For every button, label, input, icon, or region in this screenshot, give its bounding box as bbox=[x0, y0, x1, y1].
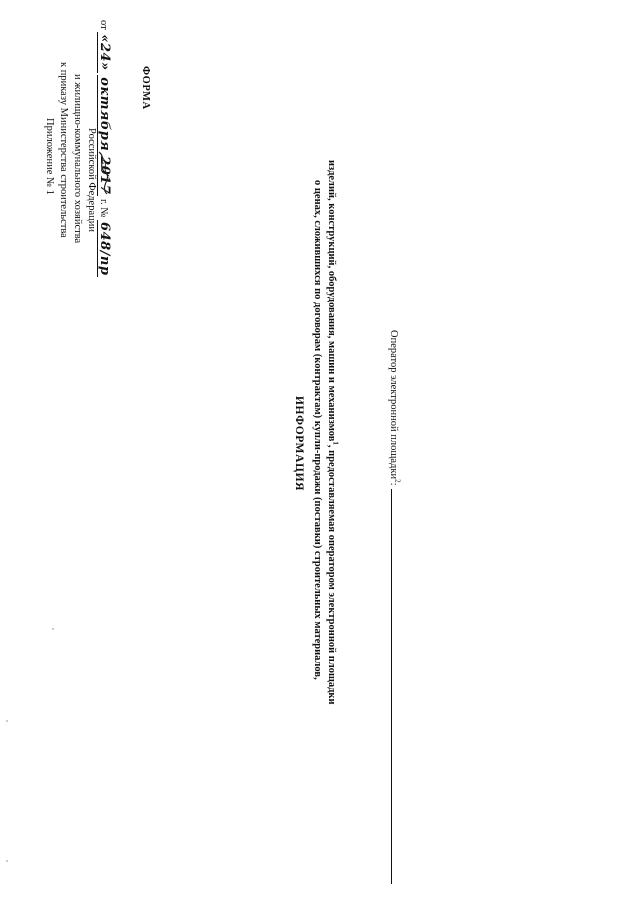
operator-line bbox=[388, 330, 402, 884]
form-label-line bbox=[140, 66, 151, 110]
date-prefix: от bbox=[98, 20, 109, 30]
operator-colon: : bbox=[388, 482, 399, 486]
date-month-year: октября 2017 bbox=[97, 77, 112, 195]
appendix-line-1 bbox=[44, 118, 55, 195]
appendix-housing: и жилищно-коммунального хозяйства bbox=[72, 74, 83, 244]
title-line bbox=[293, 396, 305, 491]
appendix-order-ministry: к приказу Министерства строительства bbox=[58, 62, 69, 238]
appendix-title: Приложение № 1 bbox=[44, 118, 55, 195]
footnote-marker-2: 2 bbox=[393, 479, 402, 483]
scan-speck bbox=[6, 860, 8, 862]
subtitle-line-1 bbox=[312, 180, 323, 680]
subtitle-text-2a: изделий, конструкций, оборудования, машин и механизмов bbox=[326, 160, 337, 442]
scan-speck bbox=[6, 720, 8, 722]
appendix-line-3 bbox=[72, 74, 83, 243]
subtitle-line-2 bbox=[326, 160, 340, 705]
appendix-date-line bbox=[97, 20, 111, 277]
subtitle-text-2b: , предоставляемая оператором электронной площадки bbox=[326, 444, 337, 705]
footnote-marker-1: 1 bbox=[331, 441, 340, 445]
operator-fill-line bbox=[391, 489, 393, 884]
date-day: «24» bbox=[97, 34, 112, 71]
form-label: ФОРМА bbox=[140, 66, 151, 110]
operator-label: Оператор электронной площадки bbox=[388, 330, 399, 480]
scan-speck bbox=[52, 628, 54, 630]
order-number: 648/пр bbox=[97, 222, 112, 276]
appendix-line-2 bbox=[58, 62, 69, 238]
appendix-federation: Российской Федерации bbox=[86, 128, 97, 232]
signature-scribble-icon bbox=[95, 150, 115, 200]
number-prefix: г. № bbox=[98, 199, 109, 218]
subtitle-text-1: о ценах, сложившихся по договорам (контрактам) купли-продажи (поставки) строительных материалов, bbox=[312, 180, 323, 680]
document-title: ИНФОРМАЦИЯ bbox=[293, 396, 305, 492]
